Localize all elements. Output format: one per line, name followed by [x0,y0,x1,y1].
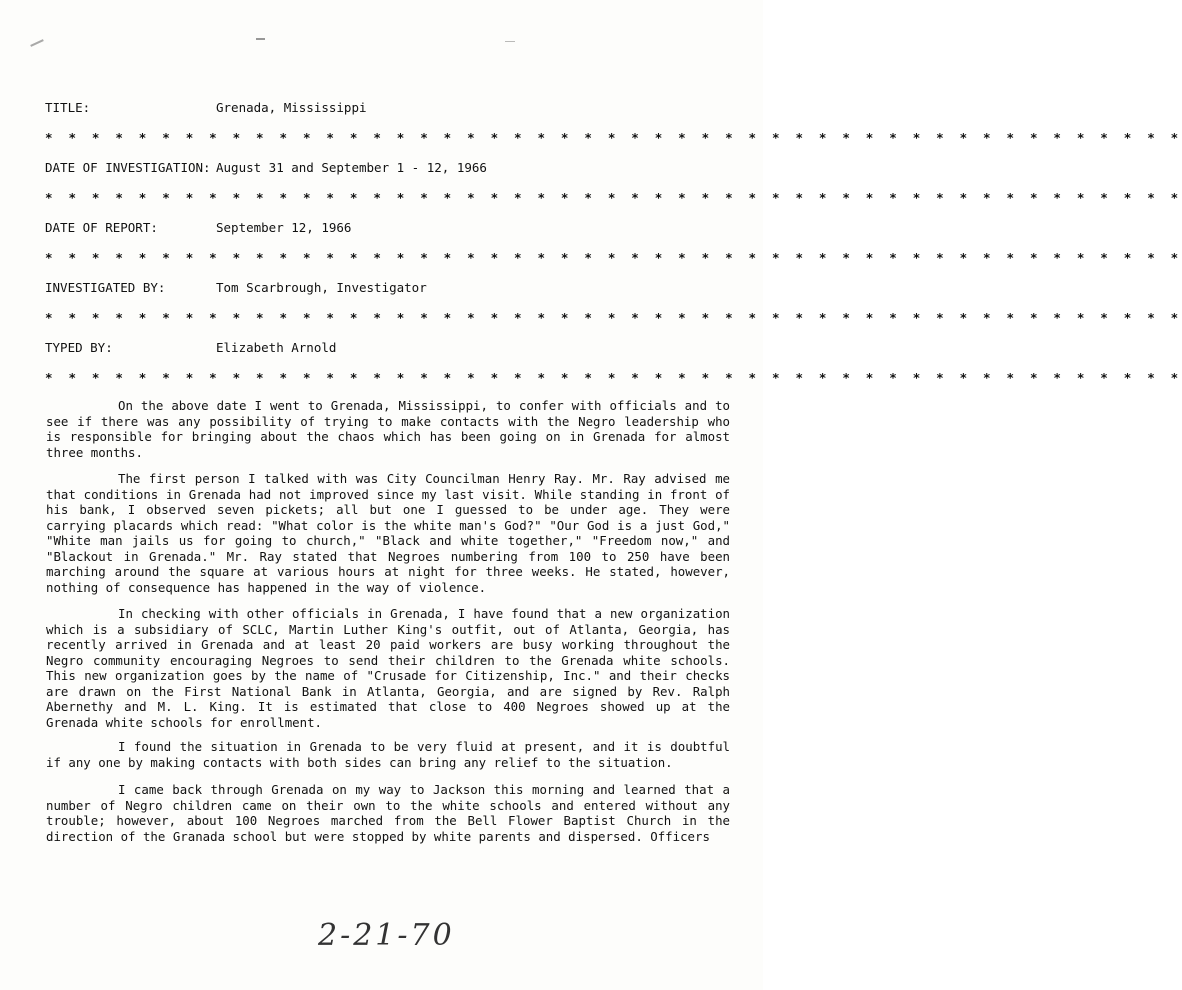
separator-line: * * * * * * * * * * * * * * * * * * * * * * * * * * * * * * * * * * * * * * * * * * * * * * * * * [45,190,1182,205]
body-paragraph: In checking with other officials in Grenada, I have found that a new organization which is a subsidiary of SCLC, Martin Luther King's outfit, out of Atlanta, Georgia, has recently arrived in Grenada and at least 20 paid workers are busy working throughout the Negro community encouraging Negroes to send their children to the Grenada white schools. This new organization goes by the name of "Crusade for Citizenship, Inc." and their checks are drawn on the First National Bank in Atlanta, Georgia, and are signed by Rev. Ralph Abernethy and M. L. King. It is estimated that close to 400 Negroes showed up at the Grenada white schools for enrollment. [46,606,730,730]
report-date-value: September 12, 1966 [216,220,352,235]
scan-mark [505,41,515,42]
investigation-date-label: DATE OF INVESTIGATION: [45,160,211,175]
investigated-by-value: Tom Scarbrough, Investigator [216,280,427,295]
body-paragraph: I found the situation in Grenada to be very fluid at present, and it is doubtful if any one by making contacts with both sides can bring any relief to the situation. [46,739,730,770]
investigated-by-label: INVESTIGATED BY: [45,280,166,295]
separator-line: * * * * * * * * * * * * * * * * * * * * * * * * * * * * * * * * * * * * * * * * * * * * * * * * * [45,130,1182,145]
separator-line: * * * * * * * * * * * * * * * * * * * * * * * * * * * * * * * * * * * * * * * * * * * * * * * * * [45,370,1182,385]
handwritten-date: 2-21-70 [318,918,455,953]
scan-mark [30,39,44,47]
separator-line: * * * * * * * * * * * * * * * * * * * * * * * * * * * * * * * * * * * * * * * * * * * * * * * * * [45,310,1182,325]
title-value: Grenada, Mississippi [216,100,367,115]
scan-mark [256,38,265,40]
typed-by-label: TYPED BY: [45,340,113,355]
report-date-label: DATE OF REPORT: [45,220,158,235]
investigation-date-value: August 31 and September 1 - 12, 1966 [216,160,487,175]
body-paragraph: The first person I talked with was City Councilman Henry Ray. Mr. Ray advised me that conditions in Grenada had not improved since my last visit. While standing in front of his bank, I observed seven pickets; all but one I guessed to be under age. They were carrying placards which read: "What color is the white man's God?" "Our God is a just God," "White man jails us for going to church," "Black and white together," "Freedom now," and "Blackout in Grenada." Mr. Ray stated that Negroes numbering from 100 to 250 have been marching around the square at various hours at night for three weeks. He stated, however, nothing of consequence has happened in the way of violence. [46,471,730,595]
typed-by-value: Elizabeth Arnold [216,340,337,355]
body-paragraph: I came back through Grenada on my way to Jackson this morning and learned that a number of Negro children came on their own to the white schools and entered without any trouble; however, about 100 Negroes marched from the Bell Flower Baptist Church in the direction of the Granada school but were stopped by white parents and dispersed. Officers [46,782,730,844]
body-paragraph: On the above date I went to Grenada, Mississippi, to confer with officials and to see if there was any possibility of trying to make contacts with the Negro leadership who is responsible for bringing about the chaos which has been going on in Grenada for almost three months. [46,398,730,460]
title-label: TITLE: [45,100,91,115]
separator-line: * * * * * * * * * * * * * * * * * * * * * * * * * * * * * * * * * * * * * * * * * * * * * * * * * [45,250,1182,265]
